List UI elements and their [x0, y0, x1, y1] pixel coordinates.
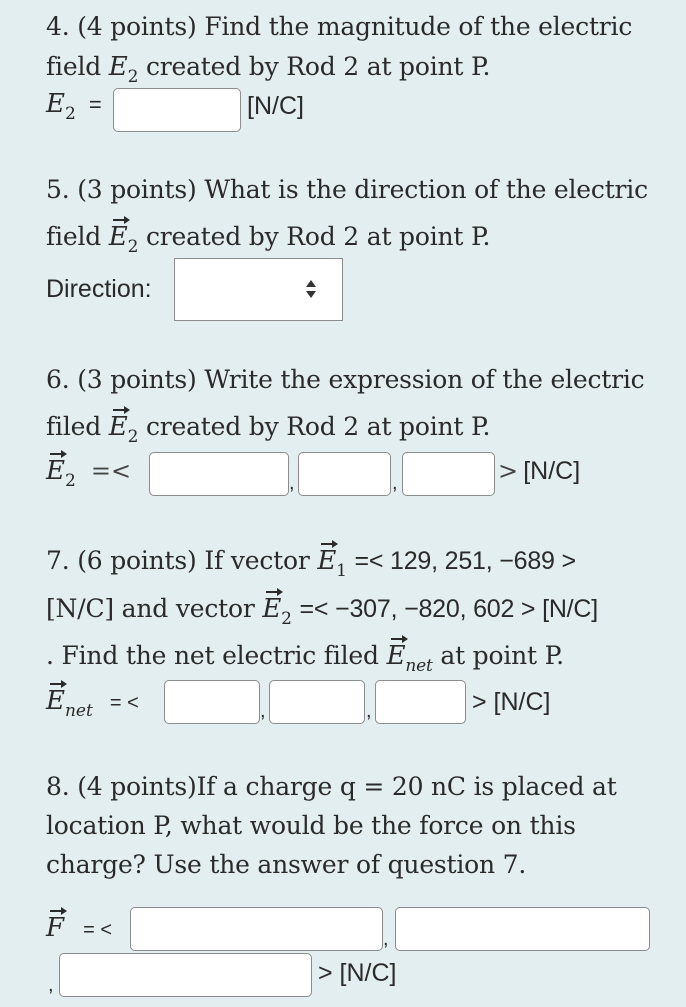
q8-sep-1: ,	[383, 928, 389, 950]
q5-e2-vector-symbol: E	[108, 222, 128, 252]
q4-equation-lhs: E2 =	[46, 89, 102, 124]
q6-prompt-line1: 6. (3 points) Write the expression of the electric	[46, 365, 645, 394]
q8-equation-lhs: F = <	[46, 913, 113, 943]
q7-e2-vector-symbol: E	[262, 594, 282, 624]
q6-e2-vector-symbol: E	[108, 412, 128, 442]
q7-enet-vector-symbol: E	[386, 641, 406, 671]
q7-e1-value: =< 129, 251, −689 >	[354, 547, 576, 575]
q7-prompt-line1: 7. (6 points) If vector $E_1 =< 129$, 251, −689 >	[46, 546, 576, 581]
q8-prompt-line2: location P, what would be the force on this	[46, 811, 576, 840]
q4-line2-start: field	[46, 52, 102, 81]
q8-component-z-input[interactable]	[59, 953, 312, 997]
q4-prompt-line2	[46, 52, 491, 87]
q8-prompt-line3: charge? Use the answer of question 7.	[46, 850, 527, 879]
q8-component-y-input[interactable]	[395, 907, 650, 951]
q7-equation-lhs: Enet = <	[46, 686, 139, 721]
q5-direction-select[interactable]	[174, 258, 343, 321]
q4-unit: [N/C]	[247, 92, 304, 120]
q7-close-unit: > [N/C]	[472, 688, 551, 716]
q4-e2-symbol: $E_2$	[108, 52, 139, 87]
q7-prompt-line2: [N/C] and vector $E_2 =< -307$, −820, 602 > [N/C]	[46, 594, 599, 629]
q5-line2-rest: created by Rod 2 at point P.	[145, 222, 491, 251]
q6-sep-2: ,	[392, 472, 398, 494]
q6-sep-1: ,	[289, 472, 295, 494]
q6-component-y-input[interactable]	[298, 452, 391, 496]
q7-component-x-input[interactable]	[164, 680, 260, 724]
q7-sep-2: ,	[366, 700, 372, 722]
q7-e1-vector-symbol: E	[317, 546, 337, 576]
q6-component-x-input[interactable]	[149, 452, 289, 496]
q5-prompt-line2: field $E_2$ created by Rod 2 at point P.	[46, 222, 491, 257]
q7-e2-value: =< −307, −820, 602 > [N/C]	[299, 595, 599, 623]
q6-prompt-line2: filed $E_2$ created by Rod 2 at point P.	[46, 412, 491, 447]
q7-sep-1: ,	[260, 700, 266, 722]
q6-component-z-input[interactable]	[402, 452, 495, 496]
q6-line2-start: filed	[46, 412, 102, 441]
q8-close-unit: > [N/C]	[318, 959, 397, 987]
q8-prompt-line1: 8. (4 points)If a charge q = 20 nC is placed at	[46, 772, 617, 801]
q4-prompt-line1: 4. (4 points) Find the magnitude of the electric	[46, 12, 633, 41]
q8-sep-2: ,	[48, 974, 54, 996]
q6-equation-lhs: E2 =<	[46, 456, 132, 491]
q8-component-x-input[interactable]	[130, 907, 383, 951]
q6-line2-rest: created by Rod 2 at point P.	[145, 412, 491, 441]
q5-line2-start: field	[46, 222, 102, 251]
q5-direction-label: Direction:	[46, 275, 152, 303]
q5-prompt-line1: 5. (3 points) What is the direction of the electric	[46, 175, 648, 204]
q7-component-y-input[interactable]	[269, 680, 365, 724]
q6-close-unit: > [N/C]	[498, 457, 581, 485]
q7-component-z-input[interactable]	[375, 680, 466, 724]
q4-line2-rest: created by Rod 2 at point P.	[145, 52, 491, 81]
up-down-arrow-icon	[305, 279, 317, 299]
q4-magnitude-input[interactable]	[113, 88, 241, 132]
q7-prompt-line3: . Find the net electric filed $E_{net}$ at point P.	[46, 641, 564, 676]
